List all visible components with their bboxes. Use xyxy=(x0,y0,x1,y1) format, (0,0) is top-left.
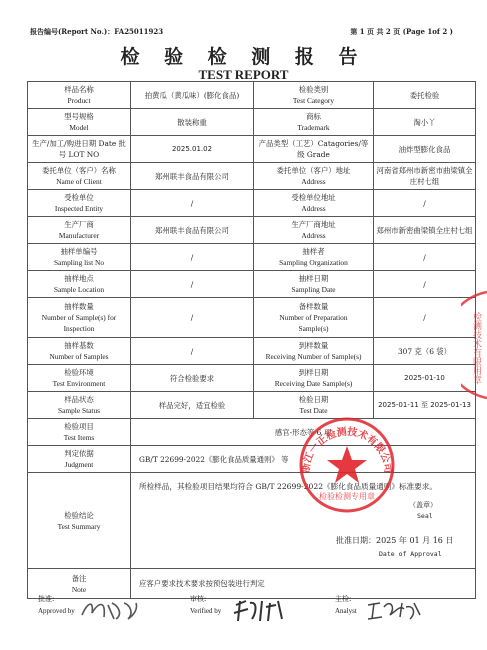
base-value: / xyxy=(131,338,254,365)
star-icon xyxy=(327,446,367,483)
verified-by-label: 审核: Verified by xyxy=(190,595,222,615)
table-row: 样品状态 Sample Status 样品完好，适宜检验 检验日期 Test Date 2025-01-11 至 2025-01-13 xyxy=(28,392,476,419)
svg-text:检测技术有限用章: 检测技术有限用章 xyxy=(471,312,481,384)
report-title-en: TEST REPORT xyxy=(198,67,289,82)
report-table xyxy=(27,81,476,599)
test-items-value: 感官-形态等 6 项 xyxy=(131,419,476,446)
seal-label-en: Seal xyxy=(417,512,433,520)
report-title-cn: 检 验 检 测 报 告 xyxy=(120,46,367,68)
table-row: 样品名称 Product 拍黄瓜（黄瓜味）(膨化食品) 检验类别 Test Category 委托检验 xyxy=(28,82,476,109)
trademark-value: 淘小丫 xyxy=(374,109,476,136)
table-row: 判定依据 Judgment GB/T 22699-2022《膨化食品质量通则》 等 xyxy=(28,446,476,473)
inspected-value: / xyxy=(131,190,254,217)
prep-count-value: / xyxy=(374,298,476,338)
approval-date-en: Date of Approval xyxy=(379,550,442,558)
analyst-signature xyxy=(366,597,422,627)
approved-signature xyxy=(80,597,140,627)
remarks-value: 应客户要求技术要求按预包装进行判定 xyxy=(131,569,476,599)
seal-bottom-text: 检验检测专用章 xyxy=(319,492,375,501)
sampling-date-value: / xyxy=(374,271,476,298)
table-row: 抽样基数 Number of Samples / 到样数量 Receiving Number of Sample(s) 307 克（6 袋） xyxy=(28,338,476,365)
client-value: 郑州联丰食品有限公司 xyxy=(131,163,254,190)
manufacturer-address-value: 郑州市新密曲梁镇全庄村七组 xyxy=(374,217,476,244)
environment-value: 符合检验要求 xyxy=(131,365,254,392)
table-row: 生产厂商 Manufacturer 郑州联丰食品有限公司 生产厂商地址 Address 郑州市新密曲梁镇全庄村七组 xyxy=(28,217,476,244)
side-seal xyxy=(461,290,487,400)
location-value: / xyxy=(131,271,254,298)
test-date-value: 2025-01-11 至 2025-01-13 xyxy=(374,392,476,419)
sample-count-value: / xyxy=(131,298,254,338)
date-label: 生产/加工/购进日期 Date 批号 LOT NO xyxy=(28,136,131,163)
table-row: 检验环境 Test Environment 符合检验要求 到样日期 Receiving Date Sample(s) 2025-01-10 xyxy=(28,365,476,392)
analyst-label: 主检: Analyst xyxy=(335,595,357,615)
report-number: 报告编号(Report No.)：FA25011923 xyxy=(30,27,164,36)
product-value: 拍黄瓜（黄瓜味）(膨化食品) xyxy=(131,82,254,109)
inspected-address-value: / xyxy=(374,190,476,217)
verified-signature xyxy=(232,597,288,627)
manufacturer-value: 郑州联丰食品有限公司 xyxy=(131,217,254,244)
summary-text: 所检样品，其检验项目结果均符合 GB/T 22699-2022《膨化食品质量通则》标准要求。 xyxy=(139,482,437,491)
product-type-label: 产品类型（工艺）Catagories/等级 Grade xyxy=(254,136,374,163)
table-row: 备注 Note 应客户要求技术要求按预包装进行判定 xyxy=(28,569,476,599)
table-row xyxy=(28,136,476,163)
status-value: 样品完好，适宜检验 xyxy=(131,392,254,419)
received-number-value: 307 克（6 袋） xyxy=(374,338,476,365)
judgment-value: GB/T 22699-2022《膨化食品质量通则》 等 xyxy=(131,446,476,473)
approved-by-label: 批准: Approved by xyxy=(38,595,75,615)
table-row: 检验结论 Test Summary 所检样品，其检验项目结果均符合 GB/T 22699-2022《膨化食品质量通则》标准要求。 （盖章） Seal 批准日期：2025 年 01 月 16 日 Date of Approval xyxy=(28,473,476,569)
category-value: 委托检验 xyxy=(374,82,476,109)
sampler-value: / xyxy=(374,244,476,271)
sampling-list-value: / xyxy=(131,244,254,271)
table-row: 受检单位 Inspected Entity / 受检单位地址 Address / xyxy=(28,190,476,217)
table-row: 抽样单编号 Sampling list No / 抽样者 Sampling Organization / xyxy=(28,244,476,271)
received-date-value: 2025-01-10 xyxy=(374,365,476,392)
approval-date: 批准日期：2025 年 01 月 16 日 xyxy=(336,536,454,545)
table-row: 抽样地点 Sample Location / 抽样日期 Sampling Date / xyxy=(28,271,476,298)
client-address-value: 河南省郑州市新密市曲梁镇全庄村七组 xyxy=(374,163,476,190)
svg-text:浙江一正检测技术有限公司: 浙江一正检测技术有限公司 xyxy=(300,426,394,474)
table-row: 委托单位（客户）名称 Name of Client 郑州联丰食品有限公司 委托单位（客户）地址 Address 河南省郑州市新密市曲梁镇全庄村七组 xyxy=(28,163,476,190)
seal-label-cn: （盖章） xyxy=(409,501,437,509)
model-value: 散装称重 xyxy=(131,109,254,136)
product-type-value: 油炸型膨化食品 xyxy=(374,136,476,163)
page-indicator: 第 1 页 共 2 页 (Page 1of 2 ) xyxy=(350,27,453,36)
table-row: 检验项目 Test Items 感官-形态等 6 项 xyxy=(28,419,476,446)
table-row: 抽样数量 Number of Sample(s) for Inspection / 备样数量 Number of Preparation Sample(s) / xyxy=(28,298,476,338)
table-row: 型号规格 Model 散装称重 商标 Trademark 淘小丫 xyxy=(28,109,476,136)
date-value: 2025.01.02 xyxy=(131,136,254,163)
